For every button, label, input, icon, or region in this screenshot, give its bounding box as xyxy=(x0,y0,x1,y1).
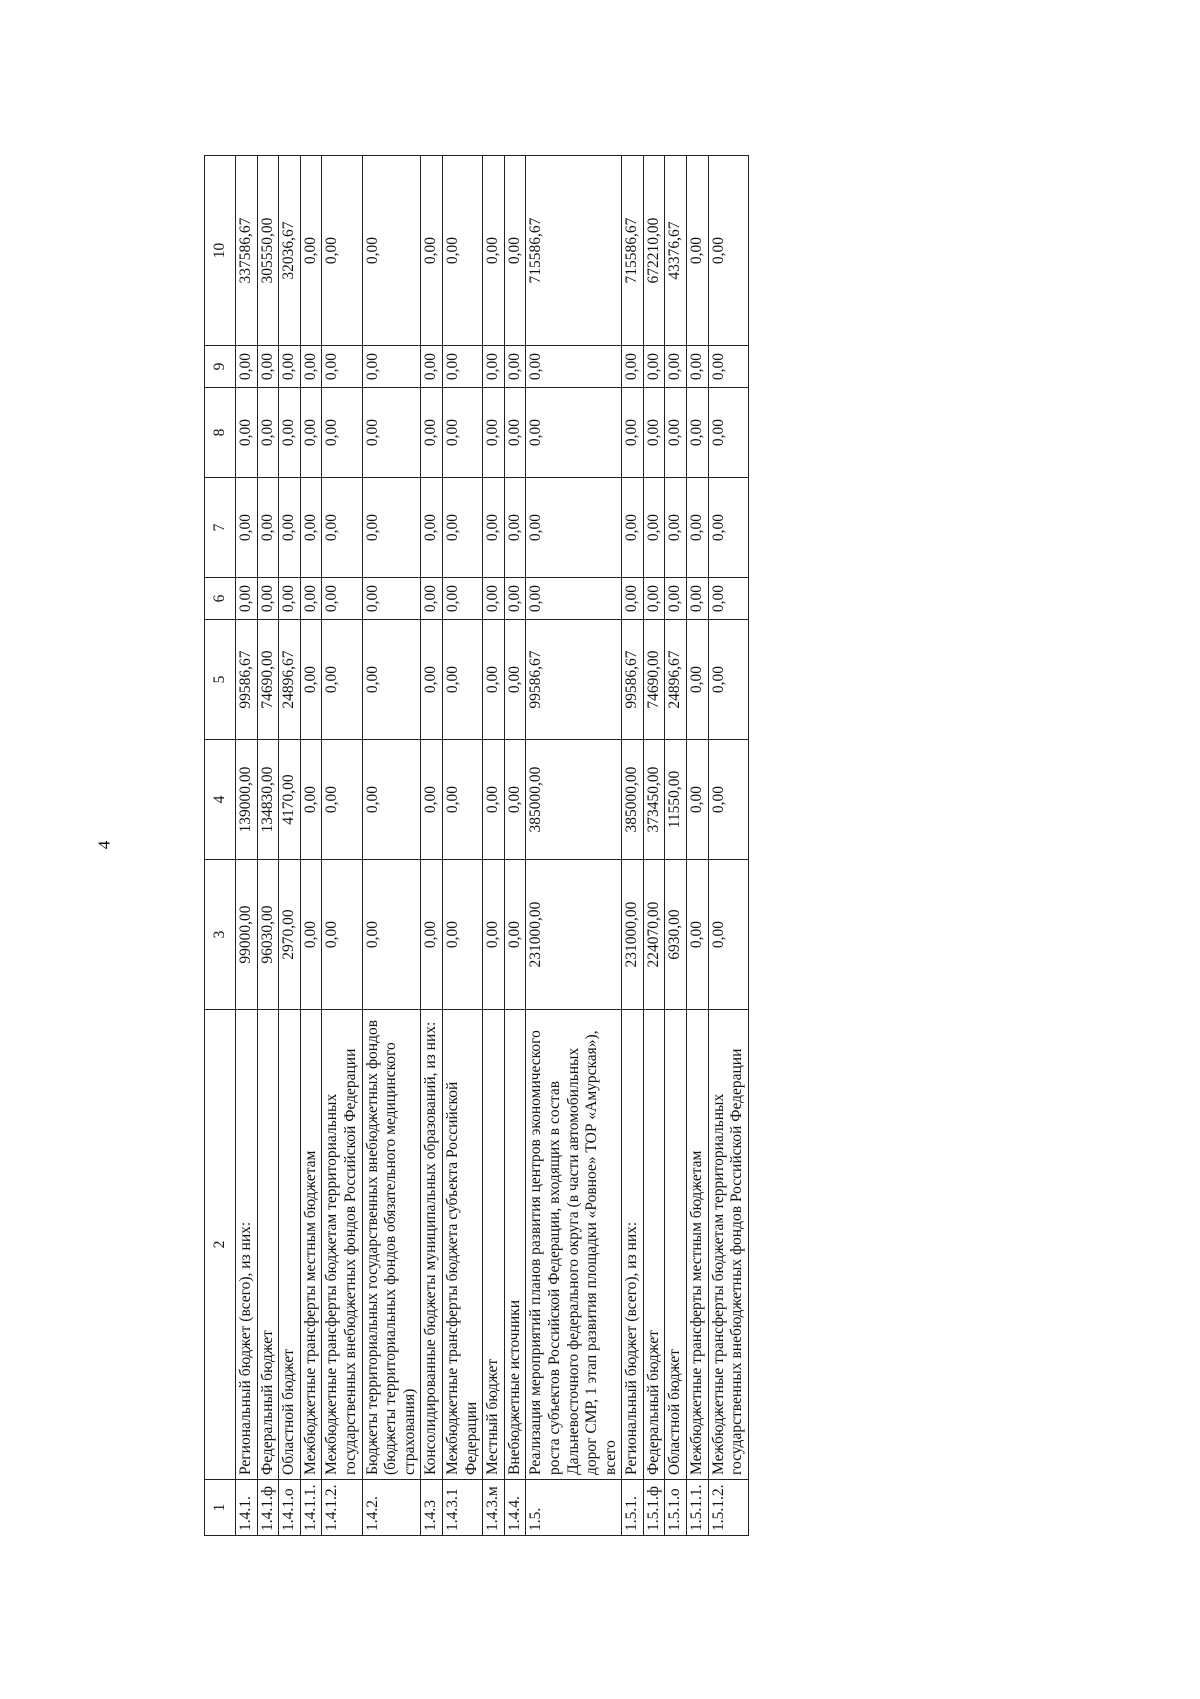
cell-value: 74690,00 xyxy=(257,620,279,740)
cell-value: 74690,00 xyxy=(643,620,665,740)
cell-value: 224070,00 xyxy=(643,860,665,1010)
cell-value: 0,00 xyxy=(362,620,421,740)
cell-value: 715586,67 xyxy=(622,156,644,346)
table-row xyxy=(483,156,505,1536)
cell-value: 0,00 xyxy=(504,346,526,388)
row-code: 1.4.1.ф xyxy=(257,1480,279,1536)
cell-value: 0,00 xyxy=(504,860,526,1010)
cell-value: 0,00 xyxy=(257,578,279,620)
cell-value: 0,00 xyxy=(665,388,687,478)
cell-value: 96030,00 xyxy=(257,860,279,1010)
cell-value: 139000,00 xyxy=(236,740,258,860)
cell-value: 0,00 xyxy=(362,346,421,388)
cell-value: 0,00 xyxy=(687,740,709,860)
cell-value: 0,00 xyxy=(322,156,362,346)
table-row xyxy=(687,156,709,1536)
cell-value: 0,00 xyxy=(421,620,443,740)
column-header: 7 xyxy=(205,478,236,578)
cell-value: 0,00 xyxy=(442,578,482,620)
table-row xyxy=(708,156,748,1536)
cell-value: 0,00 xyxy=(322,578,362,620)
cell-value: 0,00 xyxy=(421,478,443,578)
cell-value: 0,00 xyxy=(483,740,505,860)
cell-value: 0,00 xyxy=(300,156,322,346)
cell-value: 0,00 xyxy=(421,578,443,620)
row-code: 1.4.3 xyxy=(421,1480,443,1536)
cell-value: 0,00 xyxy=(483,860,505,1010)
cell-value: 0,00 xyxy=(300,740,322,860)
cell-value: 0,00 xyxy=(643,388,665,478)
cell-value: 715586,67 xyxy=(526,156,622,346)
table-row xyxy=(279,156,301,1536)
cell-value: 0,00 xyxy=(504,478,526,578)
header-row xyxy=(205,156,236,1536)
row-code: 1.5.1.2. xyxy=(708,1480,748,1536)
cell-value: 305550,00 xyxy=(257,156,279,346)
column-header: 10 xyxy=(205,156,236,346)
row-code: 1.4.3.м xyxy=(483,1480,505,1536)
row-code: 1.4.1. xyxy=(236,1480,258,1536)
cell-value: 0,00 xyxy=(708,156,748,346)
cell-value: 0,00 xyxy=(236,478,258,578)
row-name: Областной бюджет xyxy=(665,1010,687,1480)
cell-value: 0,00 xyxy=(300,346,322,388)
column-header: 3 xyxy=(205,860,236,1010)
cell-value: 0,00 xyxy=(622,478,644,578)
table-row xyxy=(526,156,622,1536)
table-row xyxy=(362,156,421,1536)
row-name: Межбюджетные трансферты бюджета субъекта Российской Федерации xyxy=(442,1010,482,1480)
cell-value: 2970,00 xyxy=(279,860,301,1010)
cell-value: 0,00 xyxy=(421,860,443,1010)
row-name: Местный бюджет xyxy=(483,1010,505,1480)
cell-value: 0,00 xyxy=(483,156,505,346)
column-header: 8 xyxy=(205,388,236,478)
cell-value: 0,00 xyxy=(236,578,258,620)
cell-value: 0,00 xyxy=(643,578,665,620)
cell-value: 0,00 xyxy=(300,620,322,740)
page-number: 4 xyxy=(94,840,114,850)
cell-value: 231000,00 xyxy=(526,860,622,1010)
cell-value: 0,00 xyxy=(300,578,322,620)
cell-value: 0,00 xyxy=(322,620,362,740)
cell-value: 0,00 xyxy=(687,578,709,620)
cell-value: 0,00 xyxy=(300,860,322,1010)
cell-value: 0,00 xyxy=(622,346,644,388)
row-code: 1.5. xyxy=(526,1480,622,1536)
table-row xyxy=(665,156,687,1536)
table-row xyxy=(257,156,279,1536)
cell-value: 0,00 xyxy=(322,346,362,388)
cell-value: 0,00 xyxy=(687,346,709,388)
cell-value: 0,00 xyxy=(322,478,362,578)
cell-value: 0,00 xyxy=(442,478,482,578)
cell-value: 337586,67 xyxy=(236,156,258,346)
cell-value: 0,00 xyxy=(622,578,644,620)
cell-value: 43376,67 xyxy=(665,156,687,346)
cell-value: 0,00 xyxy=(279,578,301,620)
cell-value: 0,00 xyxy=(421,346,443,388)
cell-value: 0,00 xyxy=(279,388,301,478)
table-row xyxy=(643,156,665,1536)
cell-value: 0,00 xyxy=(362,478,421,578)
row-name: Федеральный бюджет xyxy=(643,1010,665,1480)
cell-value: 0,00 xyxy=(362,156,421,346)
cell-value: 0,00 xyxy=(504,388,526,478)
row-name: Федеральный бюджет xyxy=(257,1010,279,1480)
cell-value: 0,00 xyxy=(665,578,687,620)
cell-value: 0,00 xyxy=(687,860,709,1010)
row-code: 1.5.1. xyxy=(622,1480,644,1536)
row-code: 1.4.1.о xyxy=(279,1480,301,1536)
cell-value: 0,00 xyxy=(483,346,505,388)
cell-value: 99586,67 xyxy=(526,620,622,740)
cell-value: 0,00 xyxy=(362,578,421,620)
cell-value: 99000,00 xyxy=(236,860,258,1010)
rotated-page xyxy=(204,156,924,1536)
cell-value: 0,00 xyxy=(643,346,665,388)
table-row xyxy=(622,156,644,1536)
cell-value: 0,00 xyxy=(442,740,482,860)
cell-value: 0,00 xyxy=(504,620,526,740)
row-code: 1.4.3.1 xyxy=(442,1480,482,1536)
cell-value: 0,00 xyxy=(708,578,748,620)
row-name: Межбюджетные трансферты бюджетам территориальных государственных внебюджетных фондов Российской Федерации xyxy=(322,1010,362,1480)
cell-value: 0,00 xyxy=(687,478,709,578)
cell-value: 0,00 xyxy=(362,860,421,1010)
cell-value: 0,00 xyxy=(483,578,505,620)
cell-value: 0,00 xyxy=(708,478,748,578)
cell-value: 0,00 xyxy=(708,740,748,860)
row-name: Межбюджетные трансферты местным бюджетам xyxy=(687,1010,709,1480)
cell-value: 0,00 xyxy=(279,478,301,578)
cell-value: 0,00 xyxy=(442,620,482,740)
cell-value: 0,00 xyxy=(526,478,622,578)
cell-value: 99586,67 xyxy=(622,620,644,740)
table-body xyxy=(236,156,749,1536)
row-name: Внебюджетные источники xyxy=(504,1010,526,1480)
column-header: 1 xyxy=(205,1480,236,1536)
row-name: Бюджеты территориальных государственных внебюджетных фондов (бюджеты территориальных фондов обязательного медицинского страхования) xyxy=(362,1010,421,1480)
table-row xyxy=(442,156,482,1536)
column-header: 6 xyxy=(205,578,236,620)
row-code: 1.4.1.1. xyxy=(300,1480,322,1536)
cell-value: 24896,67 xyxy=(665,620,687,740)
column-header: 4 xyxy=(205,740,236,860)
cell-value: 385000,00 xyxy=(526,740,622,860)
cell-value: 0,00 xyxy=(300,388,322,478)
table-row xyxy=(322,156,362,1536)
cell-value: 385000,00 xyxy=(622,740,644,860)
cell-value: 0,00 xyxy=(322,740,362,860)
cell-value: 11550,00 xyxy=(665,740,687,860)
cell-value: 0,00 xyxy=(421,388,443,478)
row-code: 1.5.1.ф xyxy=(643,1480,665,1536)
cell-value: 0,00 xyxy=(300,478,322,578)
row-name: Межбюджетные трансферты бюджетам территориальных государственных внебюджетных фондов Российской Федерации xyxy=(708,1010,748,1480)
column-header: 5 xyxy=(205,620,236,740)
cell-value: 0,00 xyxy=(665,346,687,388)
table-row xyxy=(504,156,526,1536)
cell-value: 24896,67 xyxy=(279,620,301,740)
cell-value: 0,00 xyxy=(708,346,748,388)
cell-value: 0,00 xyxy=(526,388,622,478)
cell-value: 0,00 xyxy=(362,388,421,478)
cell-value: 0,00 xyxy=(708,388,748,478)
cell-value: 0,00 xyxy=(526,578,622,620)
cell-value: 0,00 xyxy=(236,388,258,478)
table-row xyxy=(236,156,258,1536)
cell-value: 0,00 xyxy=(322,860,362,1010)
cell-value: 0,00 xyxy=(687,156,709,346)
row-name: Региональный бюджет (всего), из них: xyxy=(622,1010,644,1480)
budget-table xyxy=(204,155,749,1536)
cell-value: 32036,67 xyxy=(279,156,301,346)
cell-value: 134830,00 xyxy=(257,740,279,860)
cell-value: 0,00 xyxy=(708,620,748,740)
row-code: 1.4.1.2. xyxy=(322,1480,362,1536)
table-row xyxy=(421,156,443,1536)
cell-value: 0,00 xyxy=(526,346,622,388)
cell-value: 0,00 xyxy=(257,388,279,478)
cell-value: 0,00 xyxy=(708,860,748,1010)
cell-value: 672210,00 xyxy=(643,156,665,346)
row-name: Региональный бюджет (всего), из них: xyxy=(236,1010,258,1480)
row-code: 1.4.2. xyxy=(362,1480,421,1536)
cell-value: 0,00 xyxy=(257,478,279,578)
row-code: 1.5.1.о xyxy=(665,1480,687,1536)
row-name: Межбюджетные трансферты местным бюджетам xyxy=(300,1010,322,1480)
cell-value: 0,00 xyxy=(483,478,505,578)
cell-value: 0,00 xyxy=(483,388,505,478)
cell-value: 0,00 xyxy=(362,740,421,860)
cell-value: 0,00 xyxy=(687,620,709,740)
row-name: Реализация мероприятий планов развития центров экономического роста субъектов Российской Федерации, входящих в состав Дальневосточного федерального округа (в части автомобильных дорог СМР, 1 этап развития площадки «Ровное» ТОР «Амурская»), всего xyxy=(526,1010,622,1480)
cell-value: 0,00 xyxy=(504,156,526,346)
row-code: 1.5.1.1. xyxy=(687,1480,709,1536)
cell-value: 4170,00 xyxy=(279,740,301,860)
cell-value: 0,00 xyxy=(442,388,482,478)
table-row xyxy=(300,156,322,1536)
cell-value: 0,00 xyxy=(322,388,362,478)
cell-value: 0,00 xyxy=(687,388,709,478)
cell-value: 231000,00 xyxy=(622,860,644,1010)
cell-value: 0,00 xyxy=(236,346,258,388)
cell-value: 0,00 xyxy=(643,478,665,578)
column-header: 2 xyxy=(205,1010,236,1480)
column-header: 9 xyxy=(205,346,236,388)
cell-value: 0,00 xyxy=(257,346,279,388)
cell-value: 99586,67 xyxy=(236,620,258,740)
cell-value: 0,00 xyxy=(442,156,482,346)
cell-value: 0,00 xyxy=(279,346,301,388)
cell-value: 0,00 xyxy=(483,620,505,740)
row-name: Консолидированные бюджеты муниципальных образований, из них: xyxy=(421,1010,443,1480)
cell-value: 6930,00 xyxy=(665,860,687,1010)
cell-value: 0,00 xyxy=(504,578,526,620)
cell-value: 373450,00 xyxy=(643,740,665,860)
cell-value: 0,00 xyxy=(421,156,443,346)
cell-value: 0,00 xyxy=(421,740,443,860)
cell-value: 0,00 xyxy=(442,860,482,1010)
row-name: Областной бюджет xyxy=(279,1010,301,1480)
cell-value: 0,00 xyxy=(622,388,644,478)
cell-value: 0,00 xyxy=(504,740,526,860)
cell-value: 0,00 xyxy=(442,346,482,388)
cell-value: 0,00 xyxy=(665,478,687,578)
row-code: 1.4.4. xyxy=(504,1480,526,1536)
